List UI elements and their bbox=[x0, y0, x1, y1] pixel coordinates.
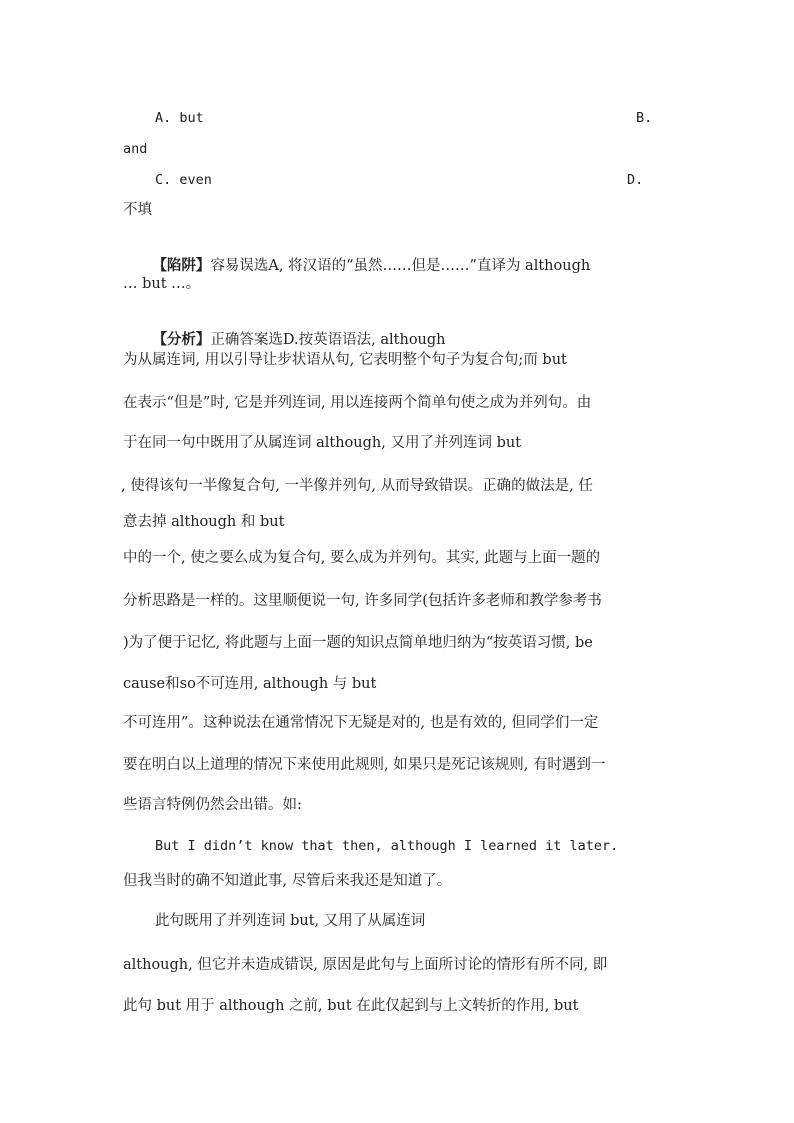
paragraph-line: cause和so不可连用, although 与 but bbox=[123, 676, 377, 692]
paragraph-line: 意去掉 although 和 but bbox=[123, 514, 285, 530]
trap-text: 容易误选A, 将汉语的“虽然……但是……”直译为 although bbox=[210, 258, 591, 274]
option-d-text: 不填 bbox=[123, 202, 152, 218]
trap-label: 【陷阱】 bbox=[152, 257, 211, 274]
trap-line-2: … but …。 bbox=[123, 276, 201, 292]
example-sentence: But I didn’t know that then, although I learned it later. bbox=[155, 838, 619, 854]
option-b-text: and bbox=[123, 141, 148, 157]
paragraph-line: 于在同一句中既用了从属连词 although, 又用了并列连词 but bbox=[123, 435, 522, 451]
option-d-letter: D. bbox=[627, 172, 644, 188]
paragraph-line: 为从属连词, 用以引导让步状语从句, 它表明整个句子为复合句;而 but bbox=[123, 352, 567, 368]
paragraph-line: 中的一个, 使之要么成为复合句, 要么成为并列句。其实, 此题与上面一题的 bbox=[123, 550, 601, 566]
paragraph-line: )为了便于记忆, 将此题与上面一题的知识点简单地归纳为“按英语习惯, be bbox=[123, 635, 593, 651]
analysis-label: 【分析】 bbox=[152, 331, 211, 348]
trap-line-1 bbox=[134, 236, 590, 296]
option-a: A. but bbox=[155, 110, 204, 126]
paragraph-line: 分析思路是一样的。这里顺便说一句, 许多同学(包括许多老师和教学参考书 bbox=[123, 593, 602, 609]
paragraph-line: 不可连用”。这种说法在通常情况下无疑是对的, 也是有效的, 但同学们一定 bbox=[123, 715, 599, 731]
paragraph-line: 要在明白以上道理的情况下来使用此规则, 如果只是死记该规则, 有时遇到一 bbox=[123, 757, 606, 773]
paragraph-line: 此句既用了并列连词 but, 又用了从属连词 bbox=[155, 913, 426, 929]
example-translation: 但我当时的确不知道此事, 尽管后来我还是知道了。 bbox=[123, 873, 452, 889]
paragraph-line: 此句 but 用于 although 之前, but 在此仅起到与上文转折的作用, but bbox=[123, 998, 579, 1014]
paragraph-line: , 使得该句一半像复合句, 一半像并列句, 从而导致错误。正确的做法是, 任 bbox=[121, 478, 593, 494]
paragraph-line: 些语言特例仍然会出错。如: bbox=[123, 797, 302, 813]
option-c: C. even bbox=[155, 172, 212, 188]
analysis-text: 正确答案选D.按英语语法, although bbox=[210, 332, 446, 348]
paragraph-line: although, 但它并未造成错误, 原因是此句与上面所讨论的情形有所不同, 即 bbox=[123, 957, 608, 973]
paragraph-line: 在表示“但是”时, 它是并列连词, 用以连接两个简单句使之成为并列句。由 bbox=[123, 395, 592, 411]
option-b-letter: B. bbox=[636, 110, 653, 126]
